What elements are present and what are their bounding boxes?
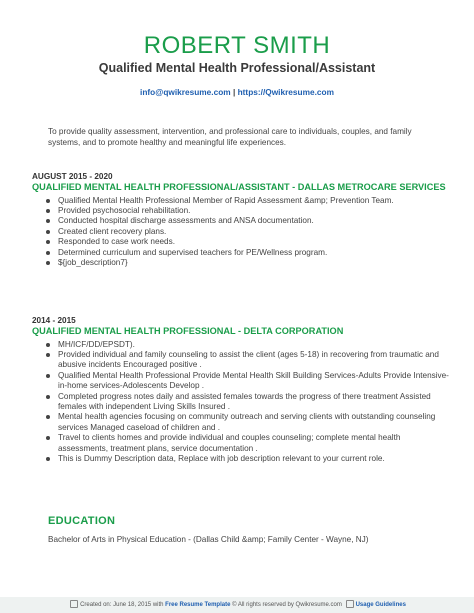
- bullet-item: Determined curriculum and supervised teachers for PE/Wellness program.: [58, 248, 452, 258]
- calendar-icon: [70, 600, 78, 608]
- footer-created-prefix: Created on:: [80, 602, 114, 608]
- education-heading: EDUCATION: [48, 515, 116, 527]
- summary-text: To provide quality assessment, intervention, and professional care to individuals, couples, and family systems, and to promote healthy and meaningful life experiences.: [48, 127, 412, 147]
- usage-guidelines-link[interactable]: Usage Guidelines: [355, 602, 406, 608]
- bullet-item: Qualified Mental Health Professional Provide Mental Health Skill Building Services-Adults Provide Intensive-in-home services-Adolescents Develop .: [58, 371, 452, 392]
- footer-created-with: with: [151, 602, 166, 608]
- bullet-item: Mental health agencies focusing on community outreach and serving clients with outstanding counseling services Managed caseload of children and .: [58, 412, 452, 433]
- email-link[interactable]: info@qwikresume.com: [140, 87, 231, 97]
- bullet-item: Created client recovery plans.: [58, 227, 452, 237]
- experience-entry: [32, 316, 452, 464]
- contact-separator: |: [230, 87, 238, 97]
- bullet-item: Travel to clients homes and provide individual and couples counseling; complete mental health assessments, treatment plans, service documentation .: [58, 433, 452, 454]
- contact-line: [0, 87, 474, 97]
- job-dates: AUGUST 2015 - 2020: [32, 172, 113, 181]
- job-dates: 2014 - 2015: [32, 316, 76, 325]
- website-link[interactable]: https://Qwikresume.com: [237, 87, 334, 97]
- job-title: Qualified Mental Health Professional/Assistant: [98, 61, 376, 75]
- page-footer: [0, 597, 474, 613]
- bullet-item: Completed progress notes daily and assisted females towards the progress of there treatment Assisted females with independent Living Skills Insured .: [58, 392, 452, 413]
- bullet-item: Provided individual and family counseling to assist the client (ages 5-18) in recovering from traumatic and abusive incidents Encouraged positive .: [58, 350, 452, 371]
- bullet-item: Qualified Mental Health Professional Member of Rapid Assessment &amp; Prevention Team.: [58, 196, 452, 206]
- job-bullets: [32, 340, 452, 465]
- bullet-item: MH/ICF/DD/EPSDT).: [58, 340, 452, 350]
- candidate-name: ROBERT SMITH: [143, 32, 331, 59]
- document-icon: [346, 600, 354, 608]
- job-heading: QUALIFIED MENTAL HEALTH PROFESSIONAL - DELTA CORPORATION: [32, 326, 344, 336]
- bullet-item: Conducted hospital discharge assessments and ANSA documentation.: [58, 216, 452, 226]
- footer-created-date: June 18, 2015: [113, 602, 152, 608]
- education-text: Bachelor of Arts in Physical Education - (Dallas Child &amp; Family Center - Wayne, NJ): [48, 535, 369, 544]
- template-link[interactable]: Free Resume Template: [165, 602, 231, 608]
- bullet-item: Responded to case work needs.: [58, 237, 452, 247]
- experience-entry: [32, 172, 452, 268]
- bullet-item: Provided psychosocial rehabilitation.: [58, 206, 452, 216]
- job-bullets: [32, 196, 452, 269]
- footer-copyright: © All rights reserved by Qwikresume.com: [230, 602, 342, 608]
- bullet-item: ${job_description7}: [58, 258, 452, 268]
- job-heading: QUALIFIED MENTAL HEALTH PROFESSIONAL/ASSISTANT - DALLAS METROCARE SERVICES: [32, 182, 446, 192]
- bullet-item: This is Dummy Description data, Replace with job description relevant to your current role.: [58, 454, 452, 464]
